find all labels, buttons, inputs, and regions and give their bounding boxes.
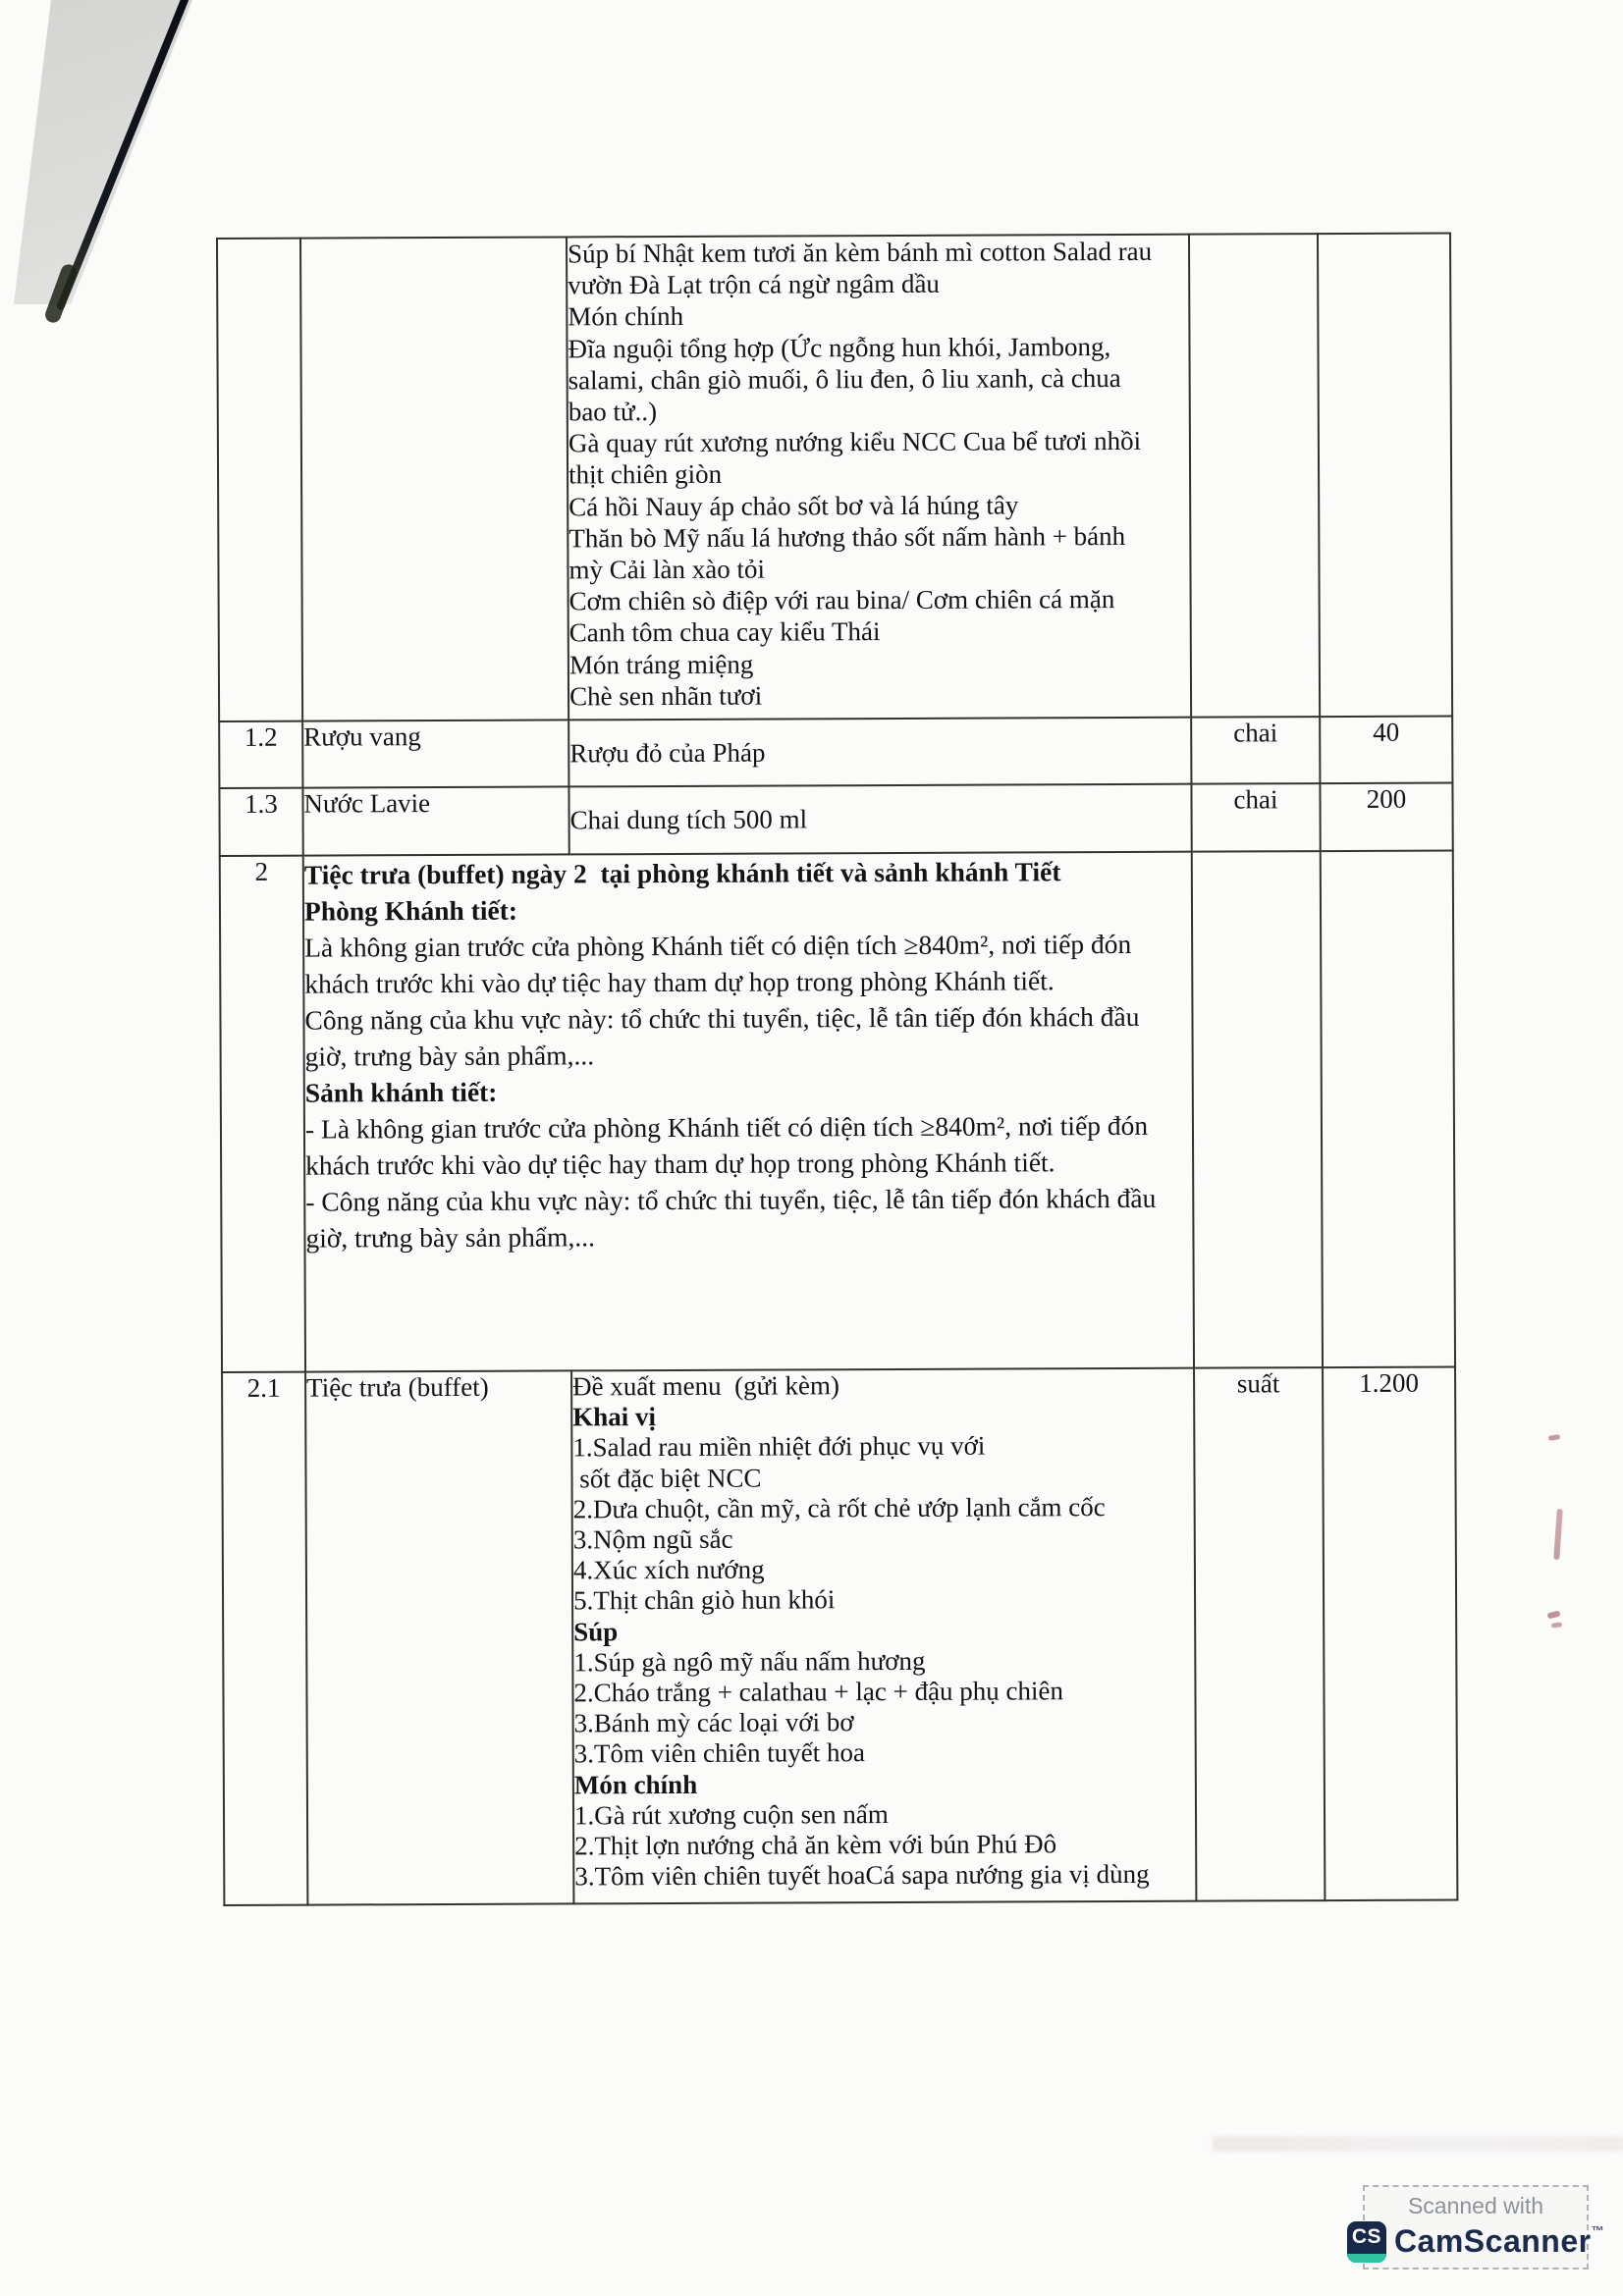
text-line: Chè sen nhãn tươi (568, 680, 763, 712)
quantity-cell: 40 (1320, 717, 1452, 784)
text-line: Phòng Khánh tiết: (303, 894, 518, 927)
description-cell (567, 235, 1191, 721)
unit-cell: chai (1191, 717, 1320, 784)
text-line: 2.Dưa chuột, cần mỹ, cà rốt chẻ ướp lạnh cắm cốc (572, 1491, 1106, 1524)
text-line: khách trước khi vào dự tiệc hay tham dự họp trong phòng Khánh tiết. (305, 1147, 1055, 1181)
text-line: Cơm chiên sò điệp với rau bina/ Cơm chiên cá mặn (568, 584, 1115, 616)
quantity-cell (1318, 234, 1452, 718)
table-row-1-3 (219, 783, 1452, 856)
table-row-2-1 (222, 1367, 1457, 1905)
scanned-with-label: Scanned with (1407, 2192, 1544, 2218)
text-line: 3.Nộm ngũ sắc (572, 1523, 733, 1555)
text-line: Sảnh khánh tiết: (304, 1076, 498, 1108)
text-line: Súp (573, 1616, 619, 1647)
text-line: - Công năng của khu vực này: tổ chức thi tuyển, tiệc, lễ tân tiếp đón khách đầu (305, 1182, 1157, 1217)
text-line: 1.Salad rau miền nhiệt đới phục vụ với (572, 1431, 986, 1463)
text-line: Món chính (568, 301, 684, 332)
text-line: 5.Thịt chân giò hun khói (572, 1584, 836, 1616)
table-row-menu-continuation (217, 234, 1452, 721)
text-line: Súp bí Nhật kem tươi ăn kèm bánh mì cotton Salad rau (568, 236, 1153, 269)
text-line: Món tráng miệng (568, 649, 754, 680)
text-line: Đề xuất menu (gửi kèm) (572, 1370, 839, 1402)
text-line: 2.Cháo trắng + calathau + lạc + đậu phụ chiên (573, 1676, 1064, 1708)
text-line: 1.Súp gà ngô mỹ nấu nấm hương (573, 1645, 926, 1678)
bleed-mark (1553, 1509, 1563, 1560)
text-line: Cá hồi Nauy áp chảo sốt bơ và lá húng tây (568, 490, 1019, 522)
row-number-cell: 1.2 (219, 721, 302, 788)
text-line: 1.Gà rút xương cuộn sen nấm (573, 1798, 889, 1831)
text-line: 3.Tôm viên chiên tuyết hoaCá sapa nướng gia vị dùng (574, 1859, 1150, 1892)
text-line: 4.Xúc xích nướng (572, 1554, 765, 1585)
description-cell (571, 1368, 1196, 1904)
item-name-cell: Nước Lavie (302, 786, 568, 855)
merged-description-cell (303, 852, 1194, 1372)
row-number-cell (217, 239, 302, 721)
text-line: 3.Tôm viên chiên tuyết hoa (573, 1737, 865, 1769)
text-line: Đĩa nguội tổng hợp (Ức ngỗng hun khói, Jambong, (568, 331, 1111, 364)
row-number-cell: 2 (220, 856, 305, 1372)
item-name-cell: Tiệc trưa (buffet) (305, 1370, 573, 1904)
bleed-mark (1546, 1611, 1560, 1620)
text-line: Khai vị (572, 1402, 657, 1432)
table-row-2 (220, 851, 1455, 1372)
unit-cell (1192, 851, 1323, 1368)
table-row-1-2 (219, 717, 1452, 788)
text-line: mỳ Cải làn xào tỏi (568, 554, 766, 585)
quantity-cell: 1.200 (1323, 1367, 1457, 1901)
description-cell: Chai dung tích 500 ml (568, 784, 1191, 855)
row-number-cell: 2.1 (222, 1372, 307, 1905)
text-line: salami, chân giò muối, ô liu đen, ô liu xanh, cà chua (568, 362, 1121, 396)
text-line: sốt đặc biệt NCC (572, 1463, 762, 1494)
items-table (216, 233, 1458, 1906)
text-line: Gà quay rút xương nướng kiểu NCC Cua bể tươi nhồi (568, 426, 1142, 458)
text-line: vườn Đà Lạt trộn cá ngừ ngâm dầu (568, 268, 940, 300)
text-line: Là không gian trước cửa phòng Khánh tiết có diện tích ≥840m², nơi tiếp đón (304, 928, 1132, 963)
quantity-cell: 200 (1320, 783, 1452, 852)
text-line: thịt chiên giòn (568, 459, 723, 490)
camscanner-badge (1351, 2185, 1605, 2269)
text-line: khách trước khi vào dự tiệc hay tham dự họp trong phòng Khánh tiết. (304, 965, 1055, 999)
item-name-cell: Rượu vang (302, 720, 568, 787)
text-line: Công năng của khu vực này: tổ chức thi tuyển, tiệc, lễ tân tiếp đón khách đầu (304, 1000, 1140, 1036)
text-line: Món chính (573, 1769, 698, 1800)
text-line: giờ, trưng bày sản phẩm,... (304, 1040, 595, 1072)
text-line: 3.Bánh mỳ các loại với bơ (573, 1707, 854, 1738)
trademark-symbol: ™ (1591, 2223, 1605, 2238)
text-line: - Là không gian trước cửa phòng Khánh tiết có diện tích ≥840m², nơi tiếp đón (304, 1109, 1149, 1145)
camscanner-icon-letters: CS (1351, 2224, 1382, 2248)
text-line: Tiệc trưa (buffet) ngày 2 tại phòng khánh tiết và sảnh khánh Tiết (303, 856, 1061, 890)
scan-edge-line (56, 0, 190, 311)
text-line: bao tử..) (568, 397, 658, 427)
row-number-cell: 1.3 (219, 788, 302, 856)
scan-smudge (1213, 2136, 1623, 2152)
text-line: giờ, trưng bày sản phẩm,... (305, 1221, 595, 1254)
bleed-mark (1551, 1622, 1563, 1628)
quantity-cell (1321, 851, 1455, 1368)
text-line: 2.Thịt lợn nướng chả ăn kèm với bún Phú Đô (574, 1829, 1057, 1861)
bleed-mark (1548, 1434, 1561, 1441)
document-table-wrap (216, 233, 1458, 1906)
item-name-cell (300, 237, 568, 721)
text-line: Thăn bò Mỹ nấu lá hương thảo sốt nấm hành + bánh (568, 520, 1126, 554)
text-line: Canh tôm chua cay kiểu Thái (568, 616, 881, 648)
camscanner-brand: CamScanner™ (1393, 2223, 1605, 2259)
scan-edge-blob (43, 262, 79, 325)
camscanner-icon (1347, 2221, 1386, 2263)
unit-cell (1189, 234, 1320, 718)
description-cell: Rượu đỏ của Pháp (568, 718, 1191, 787)
unit-cell: suất (1194, 1367, 1325, 1901)
unit-cell: chai (1191, 783, 1320, 852)
camscanner-icon-strip (1347, 2254, 1386, 2263)
